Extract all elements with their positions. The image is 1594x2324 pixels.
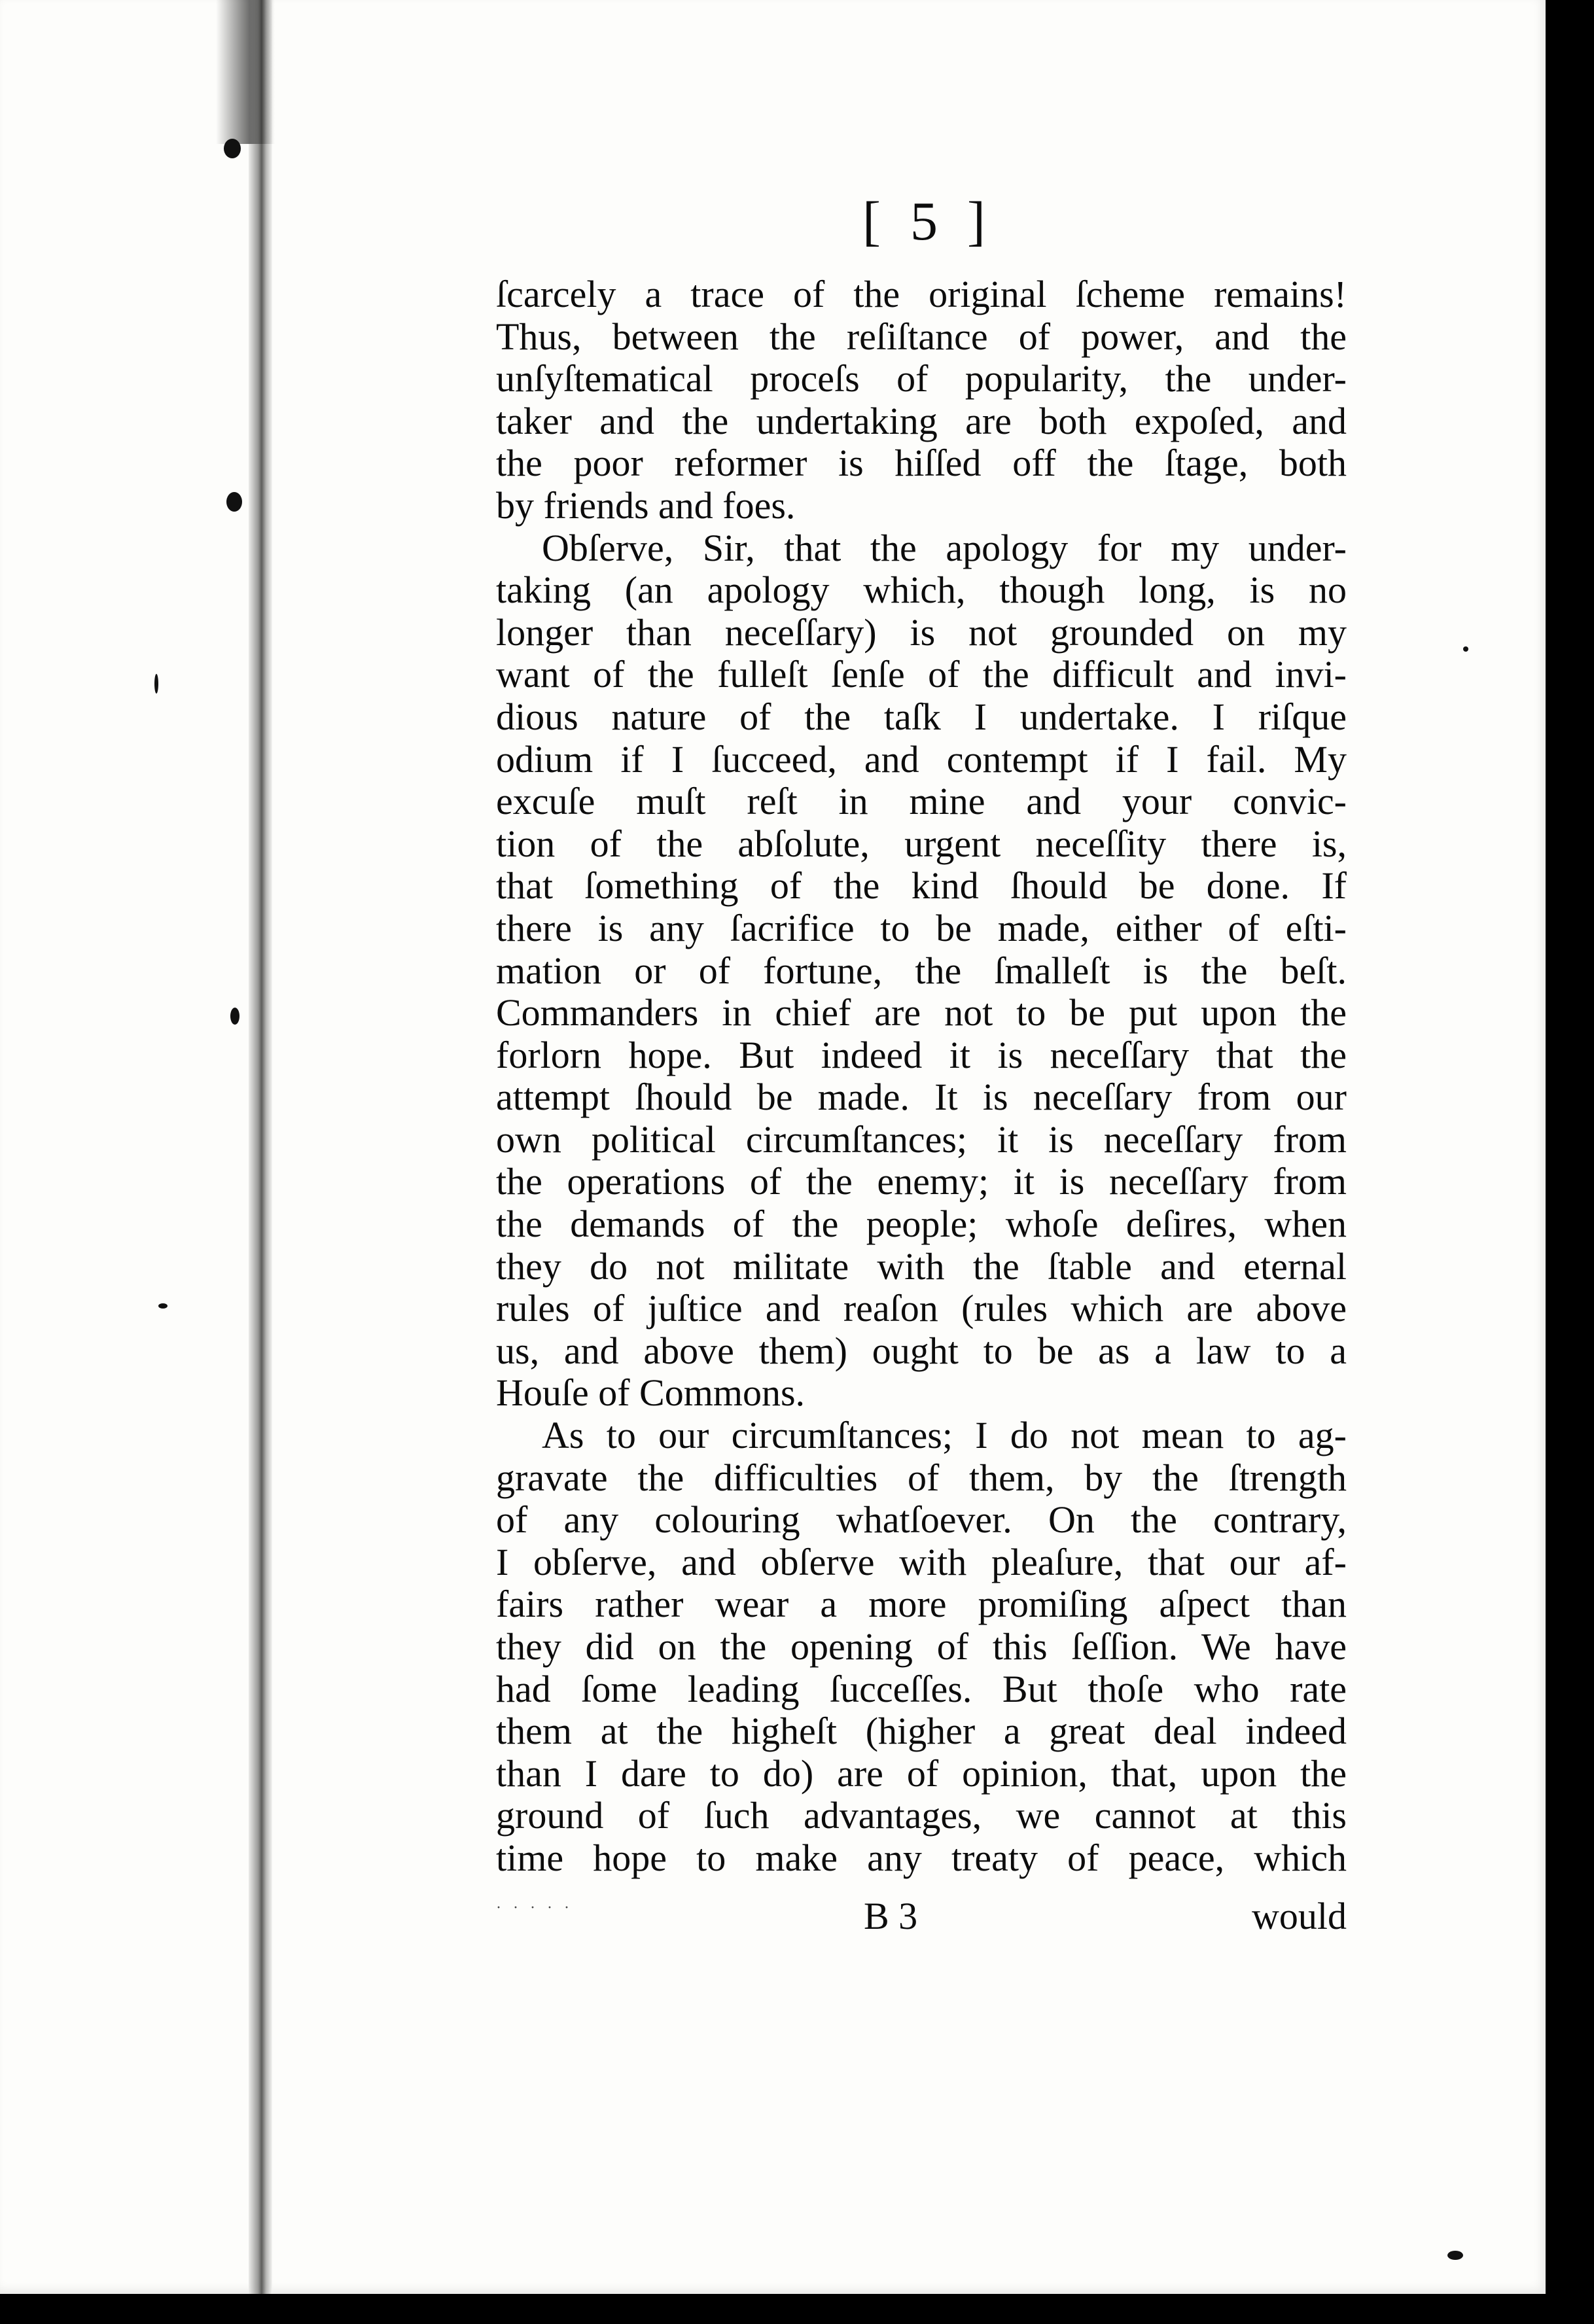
catchword: would [1252, 1895, 1347, 1937]
text-line: want of the fulleſt ſenſe of the difficult and invi- [496, 653, 1347, 696]
text-line: odium if I ſucceed, and contempt if I fail. My [496, 737, 1347, 781]
text-line: Obſerve, Sir, that the apology for my under- [542, 526, 1347, 569]
book-gutter [249, 0, 272, 2294]
text-line: dious nature of the taſk I undertake. I riſque [496, 695, 1347, 738]
text-line: own political circumſtances; it is neceſſary from [496, 1118, 1347, 1161]
ink-speck [158, 1303, 168, 1309]
text-line: than I dare to do) are of opinion, that, upon the [496, 1752, 1347, 1795]
text-line: that ſomething of the kind ſhould be done. If [496, 864, 1347, 907]
text-line: tion of the abſolute, urgent neceſſity there is, [496, 822, 1347, 865]
ink-speck [230, 1008, 239, 1025]
ink-speck [1447, 2251, 1463, 2260]
text-line: them at the higheſt (higher a great deal indeed [496, 1710, 1347, 1753]
text-line: Thus, between the reſiſtance of power, and the [496, 315, 1347, 358]
ink-dots: · · · · · [496, 1899, 573, 1916]
text-line: I obſerve, and obſerve with pleaſure, that our af- [496, 1540, 1347, 1583]
text-line: they did on the opening of this ſeſſion. We have [496, 1625, 1347, 1668]
page-footer [496, 1894, 1347, 1946]
text-line: of any colouring whatſoever. On the contrary, [496, 1498, 1347, 1541]
text-line: longer than neceſſary) is not grounded on my [496, 610, 1347, 654]
ink-speck [224, 139, 241, 158]
ink-speck [154, 674, 158, 694]
text-line: gravate the difficulties of them, by the ſtrength [496, 1456, 1347, 1499]
body-text [496, 273, 1347, 1880]
gutter-shadow [216, 0, 275, 144]
text-line: had ſome leading ſucceſſes. But thoſe who rate [496, 1667, 1347, 1710]
text-line: mation or of fortune, the ſmalleſt is the beſt. [496, 949, 1347, 992]
text-line: they do not militate with the ſtable and eternal [496, 1244, 1347, 1288]
ink-speck [1463, 646, 1468, 652]
text-line: ſcarcely a trace of the original ſcheme remains! [496, 273, 1347, 315]
signature-mark: B 3 [864, 1895, 918, 1937]
text-line: rules of juſtice and reaſon (rules which are above [496, 1287, 1347, 1330]
text-line: As to our circumſtances; I do not mean to ag- [542, 1414, 1347, 1457]
text-line: excuſe muſt reſt in mine and your convic- [496, 780, 1347, 823]
text-line: the poor reformer is hiſſed off the ſtage, both [496, 442, 1347, 485]
text-line: by friends and foes. [496, 484, 796, 527]
text-line: unſyſtematical proceſs of popularity, the under- [496, 357, 1347, 400]
text-line: fairs rather wear a more promiſing aſpect than [496, 1583, 1347, 1626]
text-line: time hope to make any treaty of peace, which [496, 1836, 1347, 1879]
text-line: forlorn hope. But indeed it is neceſſary that the [496, 1033, 1347, 1076]
text-line: taking (an apology which, though long, is no [496, 569, 1347, 612]
text-line: Commanders in chief are not to be put upon the [496, 991, 1347, 1034]
text-line: attempt ſhould be made. It is neceſſary from our [496, 1076, 1347, 1119]
ink-speck [226, 492, 242, 512]
text-line: there is any ſacrifice to be made, either of eſti- [496, 906, 1347, 949]
text-line: taker and the undertaking are both expoſed, and [496, 399, 1347, 442]
text-line: Houſe of Commons. [496, 1371, 806, 1415]
page-number: [ 5 ] [862, 191, 993, 252]
text-line: ground of ſuch advantages, we cannot at this [496, 1794, 1347, 1837]
text-line: the operations of the enemy; it is neceſſary from [496, 1160, 1347, 1203]
text-line: us, and above them) ought to be as a law to a [496, 1329, 1347, 1372]
text-line: the demands of the people; whoſe deſires, when [496, 1203, 1347, 1246]
